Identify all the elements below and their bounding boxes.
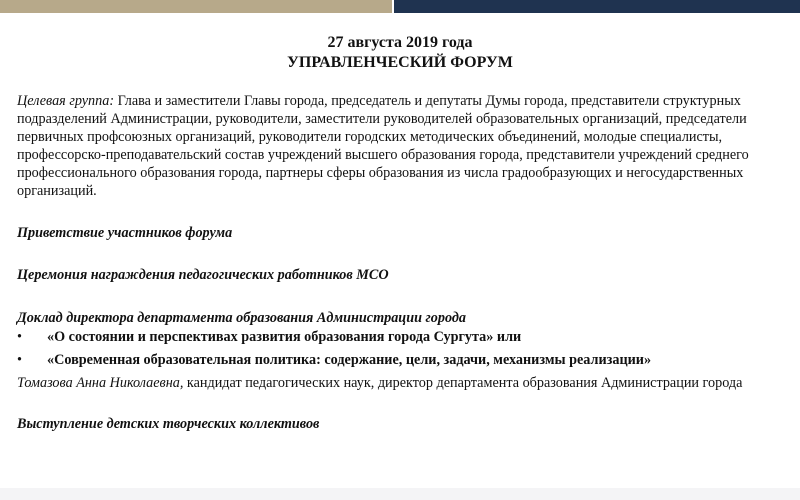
agenda-item-performance: Выступление детских творческих коллективов [17,416,320,432]
top-decorative-bar [0,0,800,13]
report-topics-list [17,328,787,369]
target-group-text: Глава и заместители Главы города, председатель и депутаты Думы города, представители структурных подразделений Администрации, руководители, заместители руководителей образовательных организаций, председатели первичных профсоюзных организаций, руководители городских методических объединений, молодые специалисты, профессорско-преподавательский состав учреждений высшего образования города, представители учреждений среднего профессионального образования города, партнеры сферы образования из числа градообразующих и негосударственных организаций. [17,93,749,199]
speaker-info: кандидат педагогических наук, директор департамента образования Администрации города [183,375,743,391]
top-bar-gold-segment [0,0,392,13]
program-content [17,92,787,433]
report-topic-1: «О состоянии и перспективах развития образования города Сургута» или [47,329,522,345]
agenda-item-ceremony: Церемония награждения педагогических работников МСО [17,267,389,283]
speaker-line [17,374,787,392]
agenda-item-greeting: Приветствие участников форума [17,225,233,241]
bullet-icon: • [17,352,22,368]
target-group-label: Целевая группа: [17,93,115,109]
target-group-paragraph [17,92,787,200]
top-bar-navy-segment [394,0,800,13]
list-item [17,328,787,346]
bullet-icon: • [17,329,22,345]
bottom-decorative-bar [0,488,800,500]
event-date: 27 августа 2019 года [327,34,473,51]
page-header [0,33,800,73]
speaker-name: Томазова Анна Николаевна, [17,375,184,391]
report-topic-2: «Современная образовательная политика: содержание, цели, задачи, механизмы реализации» [47,352,652,368]
list-item [17,351,787,369]
agenda-item-report: Доклад директора департамента образования Администрации города [17,310,466,326]
page-title: УПРАВЛЕНЧЕСКИЙ ФОРУМ [287,54,513,71]
